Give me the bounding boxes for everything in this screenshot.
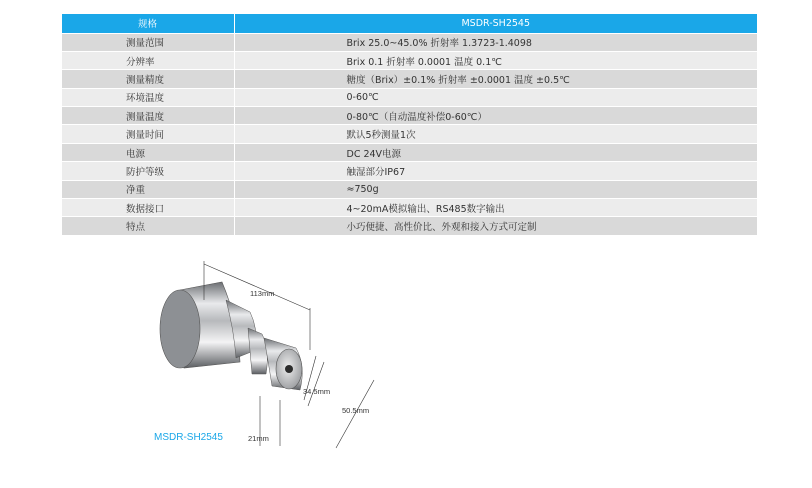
spec-header-model: MSDR-SH2545	[234, 14, 757, 33]
spec-row-label: 测量温度	[62, 107, 234, 125]
spec-row	[62, 217, 757, 235]
spec-row-label: 测量范围	[62, 33, 234, 51]
spec-row	[62, 107, 757, 125]
spec-row	[62, 125, 757, 143]
spec-header-label: 规格	[62, 14, 234, 33]
spec-row-value: ≈750g	[234, 180, 757, 198]
spec-table-body	[62, 14, 757, 235]
spec-row-value: Brix 25.0~45.0% 折射率 1.3723-1.4098	[234, 33, 757, 51]
sensor-drawing	[140, 250, 400, 460]
spec-row-label: 数据接口	[62, 199, 234, 217]
spec-row-value: 0-60℃	[234, 88, 757, 106]
dim-tip-label: 21mm	[248, 434, 269, 443]
spec-row	[62, 88, 757, 106]
spec-row-label: 电源	[62, 143, 234, 161]
spec-row-label: 净重	[62, 180, 234, 198]
spec-row-value: 0-80℃（自动温度补偿0-60℃）	[234, 107, 757, 125]
dim-diameter-large-label: 50.5mm	[342, 406, 370, 415]
spec-row	[62, 143, 757, 161]
spec-row-value: Brix 0.1 折射率 0.0001 温度 0.1℃	[234, 51, 757, 69]
spec-row	[62, 51, 757, 69]
spec-row-label: 防护等级	[62, 162, 234, 180]
spec-row	[62, 162, 757, 180]
spec-row-label: 测量时间	[62, 125, 234, 143]
sensor-body	[160, 282, 302, 390]
dim-length-label: 113mm	[250, 289, 275, 298]
spec-row-label: 环境温度	[62, 88, 234, 106]
model-caption: MSDR-SH2545	[154, 432, 223, 443]
spec-table	[62, 14, 757, 236]
spec-row-label: 分辨率	[62, 51, 234, 69]
dim-diameter-small-label: 34.5mm	[303, 387, 331, 396]
spec-row-value: 小巧便捷、高性价比、外观和接入方式可定制	[234, 217, 757, 235]
spec-row-value: DC 24V电源	[234, 143, 757, 161]
spec-row	[62, 199, 757, 217]
spec-row-value: 4~20mA模拟输出、RS485数字输出	[234, 199, 757, 217]
spec-header-row	[62, 14, 757, 33]
spec-row-value: 触湿部分IP67	[234, 162, 757, 180]
spec-row	[62, 180, 757, 198]
spec-row-value: 默认5秒测量1次	[234, 125, 757, 143]
spec-row	[62, 33, 757, 51]
spec-row-value: 糖度（Brix）±0.1% 折射率 ±0.0001 温度 ±0.5℃	[234, 70, 757, 88]
sensor-figure	[140, 250, 400, 460]
spec-row	[62, 70, 757, 88]
spec-row-label: 特点	[62, 217, 234, 235]
spec-row-label: 测量精度	[62, 70, 234, 88]
